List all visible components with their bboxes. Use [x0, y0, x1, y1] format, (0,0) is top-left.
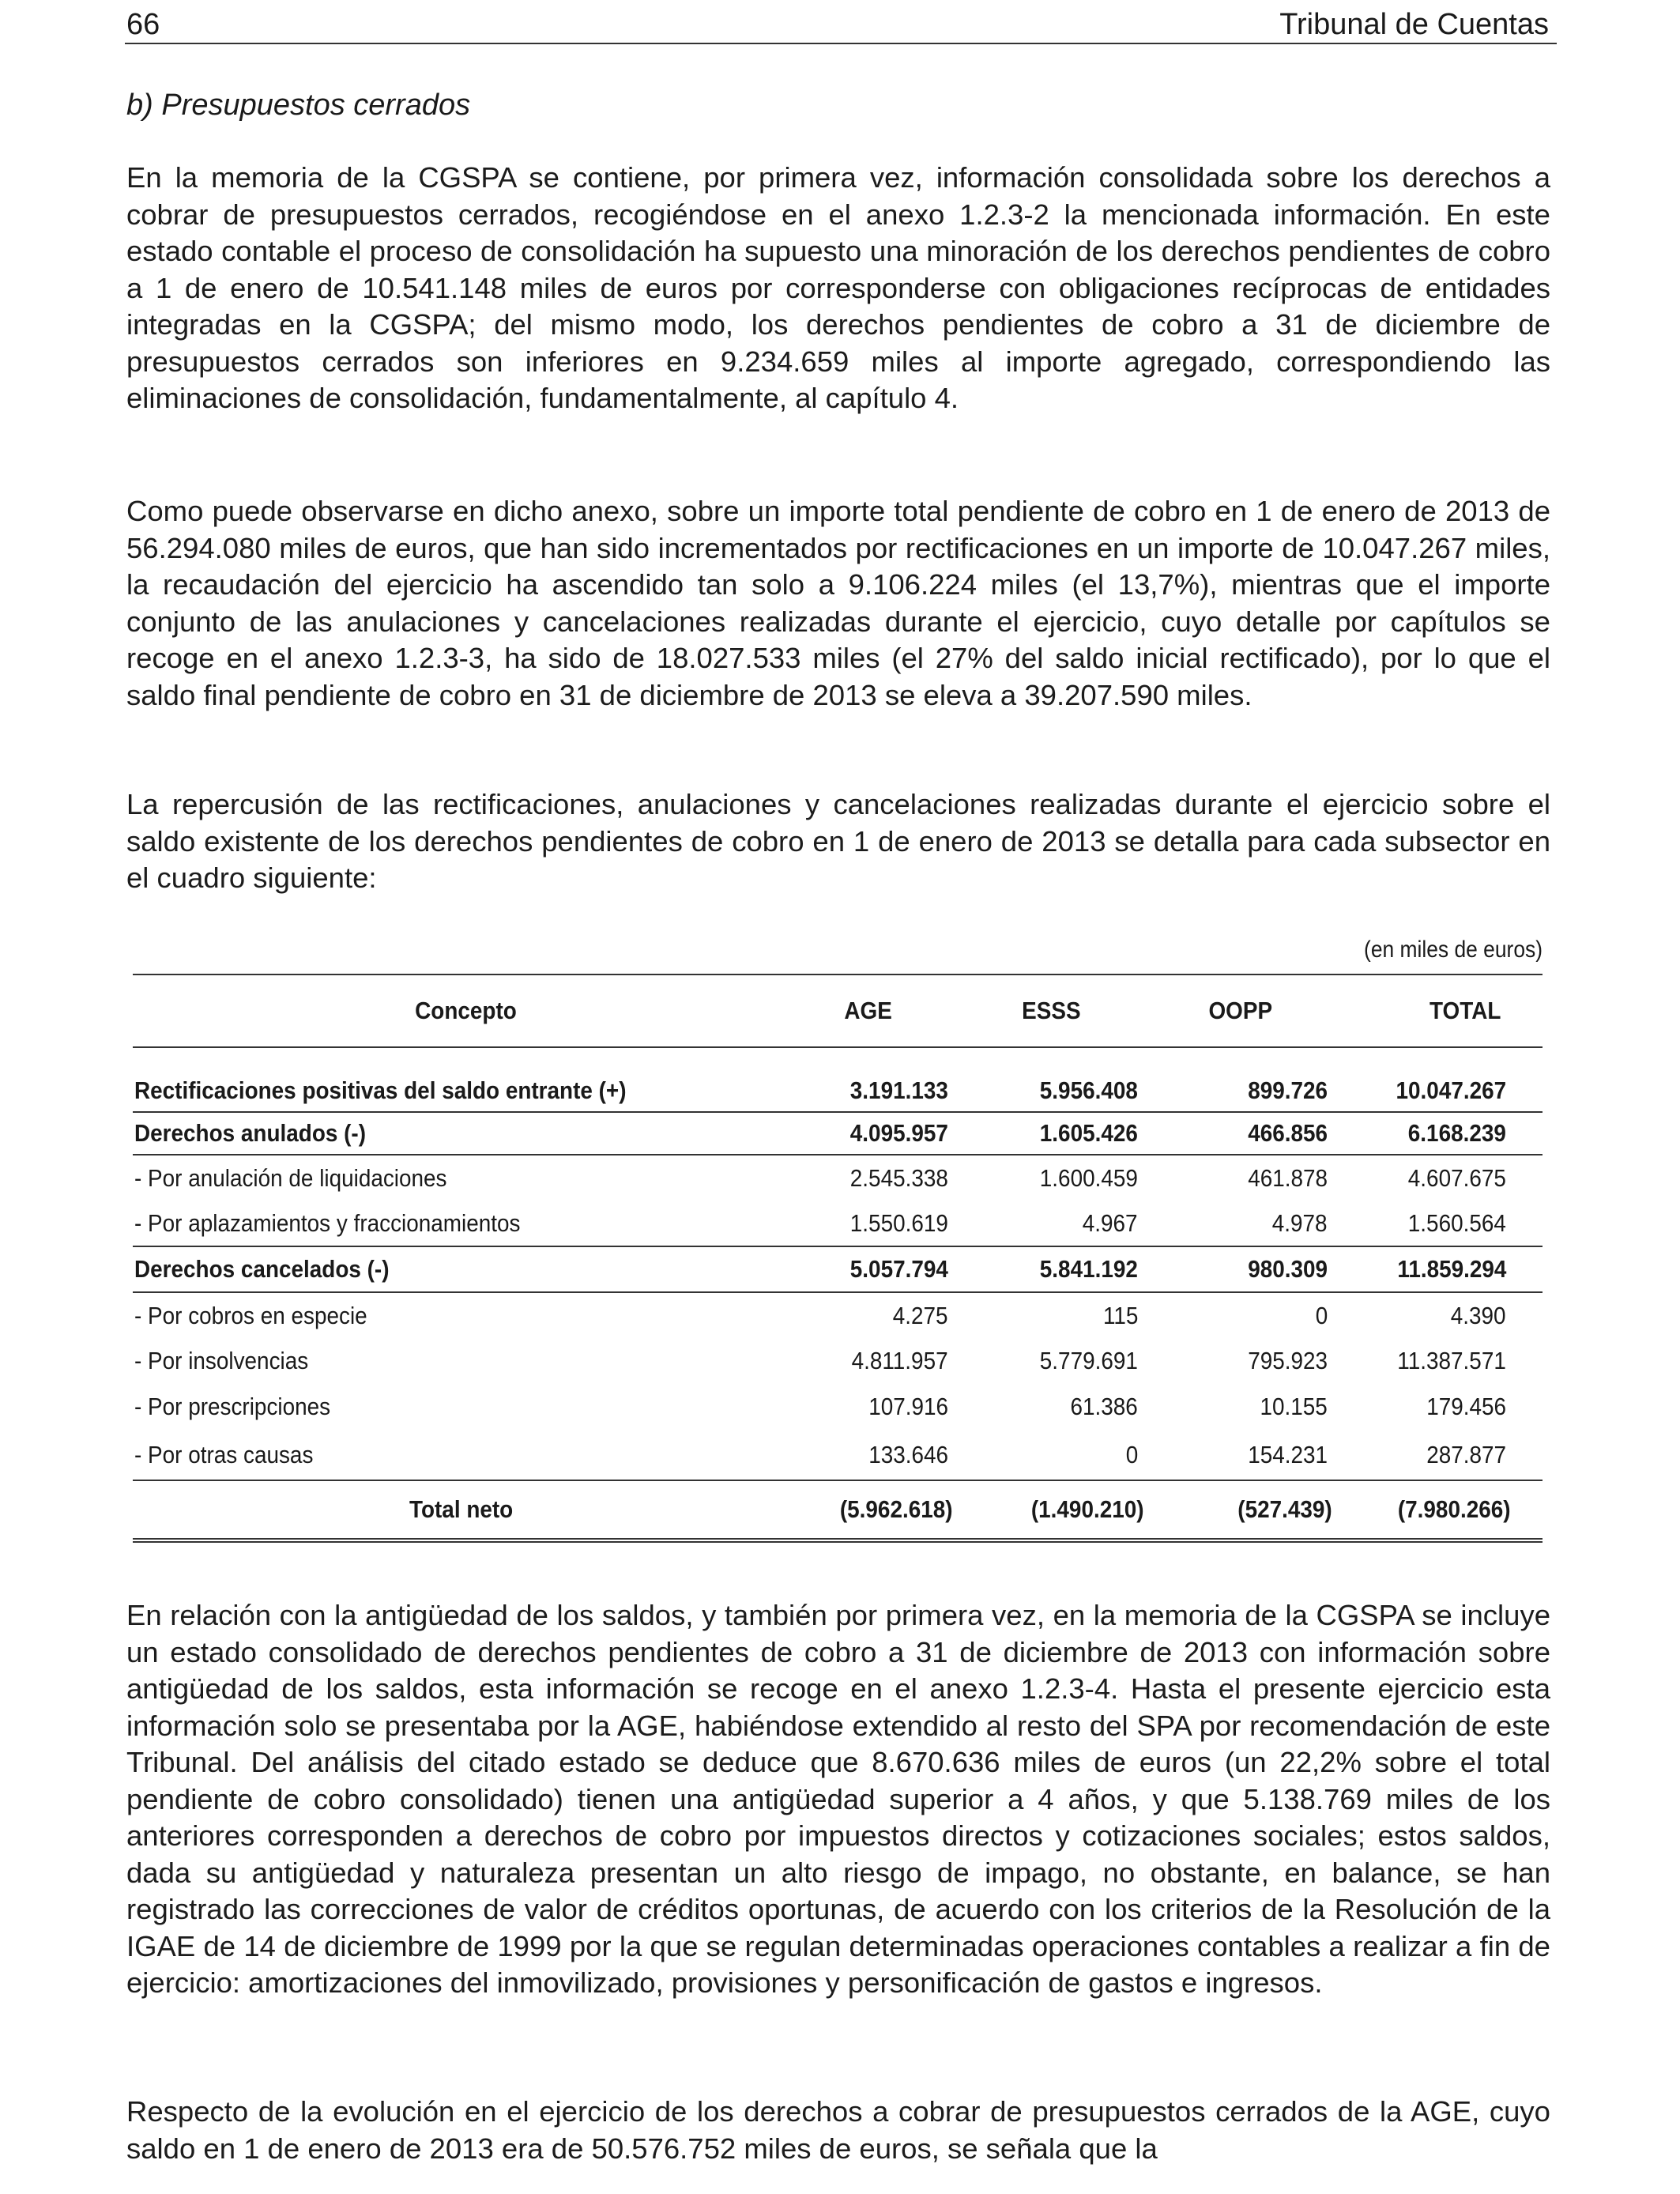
total-oopp: (527.439): [1146, 1480, 1335, 1540]
cell-total: 4.607.675: [1407, 1163, 1506, 1192]
cell-age: 107.916: [868, 1393, 948, 1420]
paragraph-evolucion-age: Respecto de la evolución en el ejercicio de los derechos a cobrar de presupuestos cerrados de la AGE, cuyo saldo en 1 de enero de 2013 era de 50.576.752 miles de euros, se señala que la: [126, 2095, 1550, 2165]
cell-esss: 61.386: [1070, 1393, 1138, 1420]
cell-total: 179.456: [1426, 1393, 1506, 1420]
cell-total: 10.047.267: [1335, 1069, 1543, 1112]
cell-oopp: 154.231: [1248, 1440, 1328, 1468]
cell-total: 11.859.294: [1335, 1246, 1543, 1292]
total-age: (5.962.618): [781, 1480, 956, 1540]
total-total: (7.980.266): [1335, 1480, 1543, 1540]
running-title: Tribunal de Cuentas: [1279, 8, 1549, 41]
cell-age: 4.811.957: [851, 1347, 948, 1374]
cell-oopp: 4.978: [1146, 1201, 1335, 1246]
cell-esss: 0: [1125, 1440, 1138, 1468]
row-label: Derechos cancelados (-): [133, 1246, 781, 1292]
paragraph-repercusion: La repercusión de las rectificaciones, anulaciones y cancelaciones realizadas durante el ejercicio sobre el saldo existente de los derechos pendientes de cobro en 1 de enero de 2013 se detalla para cada subsector en el cuadro siguiente:: [126, 788, 1550, 894]
table-row: [133, 1155, 1543, 1201]
cell-age: 4.095.957: [781, 1112, 956, 1155]
row-label: Rectificaciones positivas del saldo entrante (+): [133, 1069, 781, 1112]
cell-oopp: 899.726: [1146, 1069, 1335, 1112]
cell-esss: 5.779.691: [1039, 1347, 1138, 1374]
total-label: Total neto: [133, 1480, 781, 1540]
table-header-row: [133, 974, 1543, 1047]
cell-age: 3.191.133: [781, 1069, 956, 1112]
cell-esss: 1.600.459: [1039, 1163, 1138, 1192]
table-row: [133, 1430, 1543, 1480]
cell-esss: 4.967: [956, 1201, 1146, 1246]
cell-age: 133.646: [868, 1440, 948, 1468]
cell-esss: 5.841.192: [956, 1246, 1146, 1292]
table-row: [133, 1246, 1543, 1292]
subsector-table: [133, 974, 1543, 1543]
table-row: [133, 1201, 1543, 1246]
column-header-age: AGE: [781, 974, 956, 1047]
page-header: [125, 6, 1557, 44]
cell-age: 2.545.338: [849, 1163, 948, 1192]
cell-esss: 115: [1102, 1301, 1138, 1329]
cell-oopp: 0: [1315, 1301, 1328, 1329]
table-row: [133, 1069, 1543, 1112]
row-label: - Por otras causas: [134, 1440, 314, 1468]
table-row: [133, 1384, 1543, 1430]
cell-total: 11.387.571: [1397, 1347, 1506, 1374]
paragraph-antiguedad: En relación con la antigüedad de los saldos, y también por primera vez, en la memoria de la CGSPA se incluye un estado consolidado de derechos pendientes de cobro a 31 de diciembre de 2013 con información sobre antigüedad de los saldos, esta información se recoge en el anexo 1.2.3-4. Hasta el presente ejercicio esta información solo se presentaba por la AGE, habiéndose extendido al resto del SPA por recomendación de este Tribunal. Del análisis del citado estado se deduce que 8.670.636 miles de euros (un 22,2% sobre el total pendiente de cobro consolidado) tienen una antigüedad superior a 4 años, y que 5.138.769 miles de los anteriores corresponden a derechos de cobro por impuestos directos y cotizaciones sociales; estos saldos, dada su antigüedad y naturaleza presentan un alto riesgo de impago, no obstante, en balance, se han registrado las correcciones de valor de créditos oportunas, de acuerdo con los criterios de la Resolución de la IGAE de 14 de diciembre de 1999 por la que se regulan determinadas operaciones contables a realizar a fin de ejercicio: amortizaciones del inmovilizado, provisiones y personificación de gastos e ingresos.: [126, 1599, 1550, 1999]
column-header-esss: ESSS: [956, 974, 1146, 1047]
row-label: - Por aplazamientos y fraccionamientos: [133, 1201, 781, 1246]
table-row: [133, 1112, 1543, 1155]
section-heading: b) Presupuestos cerrados: [126, 89, 471, 122]
row-label: - Por prescripciones: [134, 1393, 331, 1420]
cell-age: 1.550.619: [781, 1201, 956, 1246]
row-label: - Por anulación de liquidaciones: [134, 1163, 447, 1192]
cell-total: 287.877: [1426, 1440, 1506, 1468]
cell-oopp: 461.878: [1248, 1163, 1328, 1192]
row-label: Derechos anulados (-): [133, 1112, 781, 1155]
column-header-total: TOTAL: [1335, 974, 1543, 1047]
row-label: - Por cobros en especie: [134, 1301, 367, 1329]
cell-esss: 5.956.408: [956, 1069, 1146, 1112]
total-esss: (1.490.210): [956, 1480, 1146, 1540]
cell-oopp: 466.856: [1146, 1112, 1335, 1155]
cell-oopp: 10.155: [1260, 1393, 1328, 1420]
table-row: [133, 1338, 1543, 1384]
paragraph-consolidacion: En la memoria de la CGSPA se contiene, por primera vez, información consolidada sobre los derechos a cobrar de presupuestos cerrados, recogiéndose en el anexo 1.2.3-2 la mencionada información. En este estado contable el proceso de consolidación ha supuesto una minoración de los derechos pendientes de cobro a 1 de enero de 10.541.148 miles de euros por corresponderse con obligaciones recíprocas de entidades integradas en la CGSPA; del mismo modo, los derechos pendientes de cobro a 31 de diciembre de presupuestos cerrados son inferiores en 9.234.659 miles al importe agregado, correspondiendo las eliminaciones de consolidación, fundamentalmente, al capítulo 4.: [126, 161, 1550, 414]
cell-age: 4.275: [893, 1301, 948, 1329]
cell-oopp: 980.309: [1146, 1246, 1335, 1292]
table-unit-note: (en miles de euros): [1364, 937, 1543, 963]
cell-total: 6.168.239: [1335, 1112, 1543, 1155]
table-total-row: [133, 1480, 1543, 1540]
cell-oopp: 795.923: [1248, 1347, 1328, 1374]
row-label: - Por insolvencias: [134, 1347, 309, 1374]
page-number: 66: [126, 8, 160, 41]
cell-esss: 1.605.426: [956, 1112, 1146, 1155]
cell-total: 1.560.564: [1335, 1201, 1543, 1246]
cell-age: 5.057.794: [781, 1246, 956, 1292]
column-header-concepto: Concepto: [133, 974, 781, 1047]
column-header-oopp: OOPP: [1146, 974, 1335, 1047]
paragraph-importe-pendiente: Como puede observarse en dicho anexo, sobre un importe total pendiente de cobro en 1 de enero de 2013 de 56.294.080 miles de euros, que han sido incrementados por rectificaciones en un importe de 10.047.267 miles, la recaudación del ejercicio ha ascendido tan solo a 9.106.224 miles (el 13,7%), mientras que el importe conjunto de las anulaciones y cancelaciones realizadas durante el ejercicio, cuyo detalle por capítulos se recoge en el anexo 1.2.3-3, ha sido de 18.027.533 miles (el 27% del saldo inicial rectificado), por lo que el saldo final pendiente de cobro en 31 de diciembre de 2013 se eleva a 39.207.590 miles.: [126, 495, 1550, 711]
table-row: [133, 1292, 1543, 1338]
cell-total: 4.390: [1451, 1301, 1506, 1329]
